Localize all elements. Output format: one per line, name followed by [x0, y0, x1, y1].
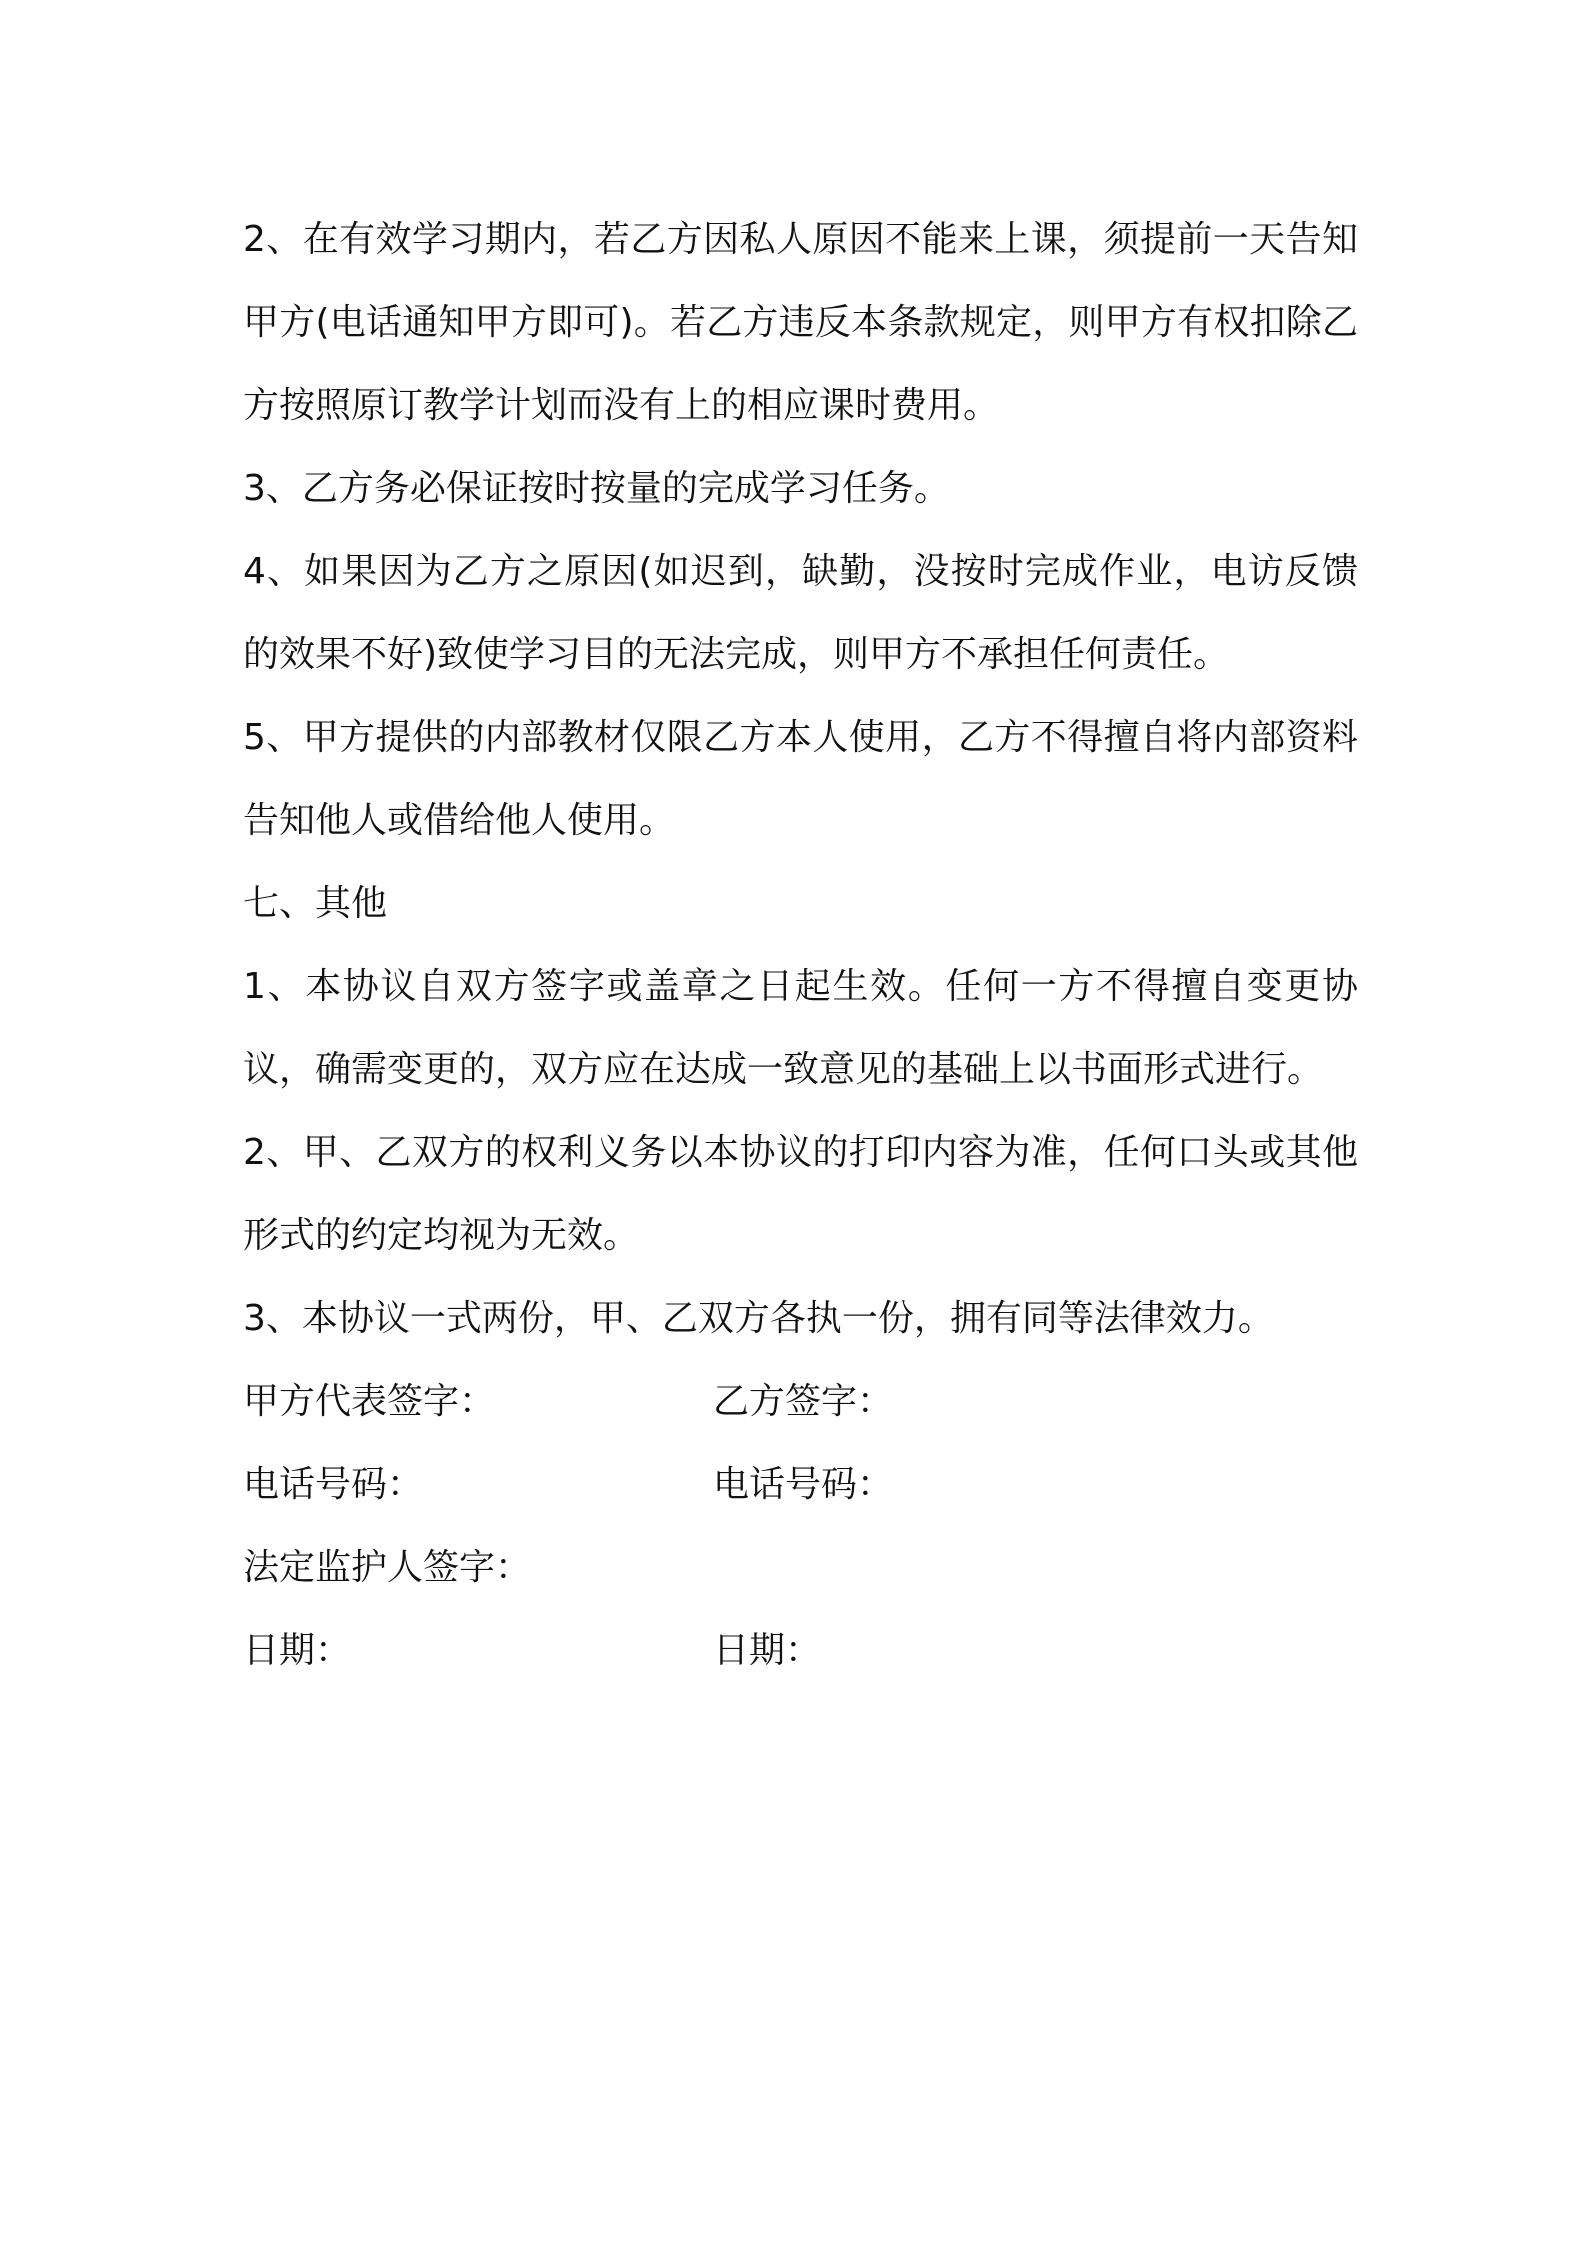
signature-row-4 [243, 1609, 1358, 1692]
signature-row-3 [243, 1526, 1358, 1609]
clause-3-complete-tasks: 3、乙方务必保证按时按量的完成学习任务。 [243, 468, 950, 509]
party-a-date-label: 日期： [243, 1630, 352, 1671]
party-a-phone-label: 电话号码： [243, 1464, 424, 1505]
other-clause-1-effective: 1、本协议自双方签字或盖章之日起生效。任何一方不得擅自变更协议，确需变更的，双方应在达成一致意见的基础上以书面形式进行。 [243, 966, 1358, 1090]
party-b-signature-label: 乙方签字： [713, 1381, 894, 1422]
clause-5-materials: 5、甲方提供的内部教材仅限乙方本人使用，乙方不得擅自将内部资料告知他人或借给他人使用。 [243, 717, 1358, 841]
section-heading-other: 七、其他 [243, 883, 388, 924]
signature-row-2 [243, 1443, 1358, 1526]
other-clause-3-copies: 3、本协议一式两份，甲、乙双方各执一份，拥有同等法律效力。 [243, 1298, 1274, 1339]
party-b-phone-label: 电话号码： [713, 1464, 894, 1505]
clause-2-absence-notice: 2、在有效学习期内，若乙方因私人原因不能来上课，须提前一天告知甲方(电话通知甲方即可)。若乙方违反本条款规定，则甲方有权扣除乙方按照原订教学计划而没有上的相应课时费用。 [243, 219, 1358, 426]
signature-row-1 [243, 1360, 1358, 1443]
party-b-date-label: 日期： [713, 1630, 822, 1671]
other-clause-2-printed-content: 2、甲、乙双方的权利义务以本协议的打印内容为准，任何口头或其他形式的约定均视为无效。 [243, 1132, 1358, 1256]
document-body [243, 198, 1358, 1692]
clause-4-liability: 4、如果因为乙方之原因(如迟到，缺勤，没按时完成作业，电访反馈的效果不好)致使学习目的无法完成，则甲方不承担任何责任。 [243, 551, 1358, 675]
party-a-rep-signature-label: 甲方代表签字： [243, 1381, 496, 1422]
guardian-signature-label: 法定监护人签字： [243, 1547, 532, 1588]
